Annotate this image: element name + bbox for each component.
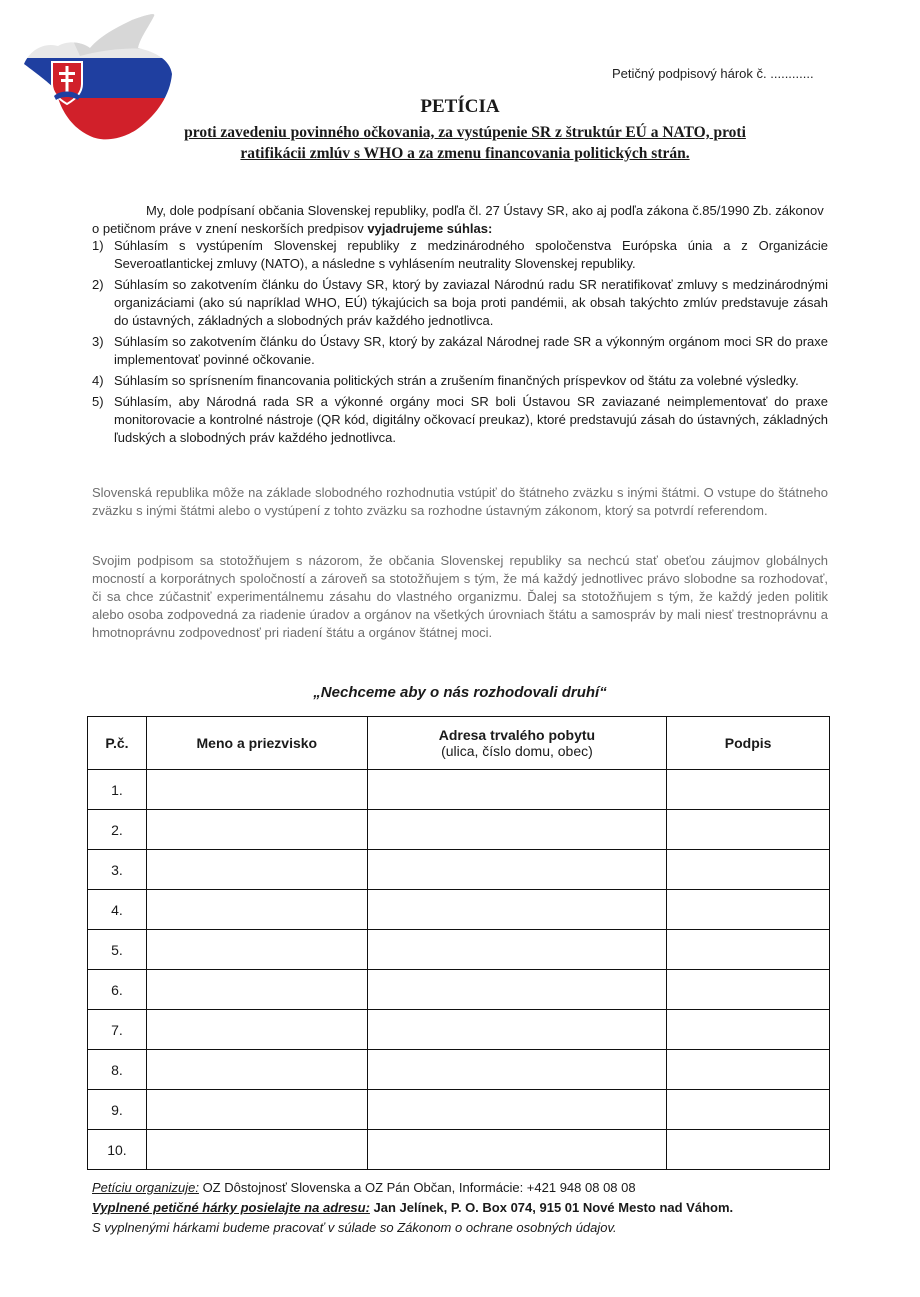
list-item-number: 3) [92,334,104,349]
address-cell[interactable] [367,1010,667,1050]
name-cell[interactable] [146,1130,367,1170]
column-header-address [367,717,667,770]
slovak-flag-dove-logo [20,12,175,144]
address-cell[interactable] [367,1130,667,1170]
table-row [88,970,830,1010]
intro-paragraph [92,202,828,238]
list-item [92,276,828,330]
signature-statement-paragraph: Svojim podpisom sa stotožňujem s názorom, že občania Slovenskej republiky sa nechcú stať obeťou záujmov globálnych mocností a korporátnych spoločností a zároveň sa stotožňujem s tým, že má každý jednotlivec právo slobodne sa rozhodovať, či sa chce zúčastniť experimentálnemu zásahu do vlastného organizmu. Ďalej sa stotožňujem s tým, že každý jeden politik alebo osoba zodpovedná za riadenie úradov a orgánov na všetkých úrovniach štátu a samospráv by mali niesť trestnoprávnu a hmotnoprávnu zodpovednosť pri riadení štátu a orgánov štátnej moci. [92,553,828,640]
name-cell[interactable] [146,1090,367,1130]
list-item-number: 5) [92,394,104,409]
column-header-address-title: Adresa trvalého pobytu [438,727,596,743]
table-header-row [88,717,830,770]
list-item-text: Súhlasím so zakotvením článku do Ústavy SR, ktorý by zakázal Národnej rade SR a výkonným orgánom moci SR do praxe implementovať povinné očkovanie. [114,334,828,367]
row-number-cell: 8. [88,1050,147,1090]
table-row [88,890,830,930]
name-cell[interactable] [146,930,367,970]
table-row [88,810,830,850]
list-item-text: Súhlasím so zakotvením článku do Ústavy SR, ktorý by zaviazal Národnú radu SR neratifikovať zmluvy s medzinárodnými organizáciami (ako sú napríklad WHO, EÚ) týkajúcich sa boja proti pandémii, ak obsah takýchto zmlúv predstavuje zásah do ústavných, základných a slobodných práv každého jednotlivca. [114,277,828,328]
name-cell[interactable] [146,770,367,810]
table-row [88,1130,830,1170]
list-item-text: Súhlasím s vystúpením Slovenskej republiky z medzinárodného spoločenstva Európska únia a z Organizácie Severoatlantickej zmluvy (NATO), a následne s vyhlásením neutrality Slovenskej republiky. [114,238,828,271]
signature-cell[interactable] [667,850,830,890]
table-row [88,1050,830,1090]
name-cell[interactable] [146,850,367,890]
address-cell[interactable] [367,810,667,850]
table-row [88,930,830,970]
address-cell[interactable] [367,970,667,1010]
list-item-text: Súhlasím, aby Národná rada SR a výkonné orgány moci SR boli Ústavou SR zaviazané neimplementovať do praxe monitorovacie a kontrolné nástroje (QR kód, digitálny očkovací preukaz), ktoré predstavujú zásah do ústavných, základných ľudských a slobodných práv každého jednotlivca. [114,394,828,445]
row-number-cell: 3. [88,850,147,890]
table-row [88,1010,830,1050]
address-cell[interactable] [367,770,667,810]
table-row [88,770,830,810]
signature-cell[interactable] [667,890,830,930]
signature-cell[interactable] [667,770,830,810]
organizer-label: Petíciu organizuje: [92,1180,199,1195]
row-number-cell: 5. [88,930,147,970]
page-title: PETÍCIA [420,96,500,117]
row-number-cell: 9. [88,1090,147,1130]
address-cell[interactable] [367,890,667,930]
list-item [92,393,828,447]
organizer-line [92,1178,733,1198]
row-number-cell: 10. [88,1130,147,1170]
state-union-paragraph: Slovenská republika môže na základe slobodného rozhodnutia vstúpiť do štátneho zväzku s inými štátmi. O vstupe do štátneho zväzku s inými štátmi alebo o vystúpení z tohto zväzku sa rozhodne ústavným zákonom, ktorý sa potvrdí referendom. [92,485,828,518]
list-item-number: 1) [92,238,104,253]
intro-bold: vyjadrujeme súhlas: [367,221,493,236]
send-address-line [92,1198,733,1218]
column-header-address-sub: (ulica, číslo domu, obec) [441,743,593,759]
list-item-number: 4) [92,373,104,388]
intro-text: My, dole podpísaní občania Slovenskej republiky, podľa čl. 27 Ústavy SR, ako aj podľa zákona č.85/1990 Zb. zákonov o petičnom práve v znení neskorších predpisov [92,203,824,236]
signature-table [87,716,830,1170]
row-number-cell: 1. [88,770,147,810]
signature-cell[interactable] [667,1130,830,1170]
name-cell[interactable] [146,810,367,850]
column-header-signature: Podpis [667,717,830,770]
address-cell[interactable] [367,1090,667,1130]
row-number-cell: 2. [88,810,147,850]
signature-cell[interactable] [667,1090,830,1130]
list-item-text: Súhlasím so sprísnením financovania politických strán a zrušením finančných príspevkov od štátu za volebné výsledky. [114,373,799,388]
footer [92,1178,733,1238]
organizer-text: OZ Dôstojnosť Slovenska a OZ Pán Občan, Informácie: +421 948 08 08 08 [198,1180,636,1195]
address-cell[interactable] [367,930,667,970]
column-header-number: P.č. [88,717,147,770]
agreement-list [92,237,828,450]
list-item [92,237,828,273]
table-row [88,850,830,890]
name-cell[interactable] [146,970,367,1010]
send-address-label: Vyplnené petičné hárky posielajte na adresu: [92,1200,370,1215]
motto: „Nechceme aby o nás rozhodovali druhí“ [313,684,607,701]
page-subtitle: proti zavedeniu povinného očkovania, za vystúpenie SR z štruktúr EÚ a NATO, proti ratifikácii zmlúv s WHO a za zmenu financovania politických strán. [184,124,746,162]
row-number-cell: 6. [88,970,147,1010]
signature-cell[interactable] [667,810,830,850]
signature-cell[interactable] [667,930,830,970]
list-item [92,333,828,369]
name-cell[interactable] [146,1010,367,1050]
signature-cell[interactable] [667,1050,830,1090]
table-row [88,1090,830,1130]
signature-cell[interactable] [667,1010,830,1050]
address-cell[interactable] [367,1050,667,1090]
sheet-number: Petičný podpisový hárok č. ............ [612,66,814,81]
signature-cell[interactable] [667,970,830,1010]
column-header-name: Meno a priezvisko [146,717,367,770]
list-item-number: 2) [92,277,104,292]
name-cell[interactable] [146,1050,367,1090]
row-number-cell: 7. [88,1010,147,1050]
address-cell[interactable] [367,850,667,890]
privacy-note: S vyplnenými hárkami budeme pracovať v súlade so Zákonom o ochrane osobných údajov. [92,1220,617,1235]
send-address-text: Jan Jelínek, P. O. Box 074, 915 01 Nové Mesto nad Váhom. [369,1200,734,1215]
name-cell[interactable] [146,890,367,930]
row-number-cell: 4. [88,890,147,930]
list-item [92,372,828,390]
